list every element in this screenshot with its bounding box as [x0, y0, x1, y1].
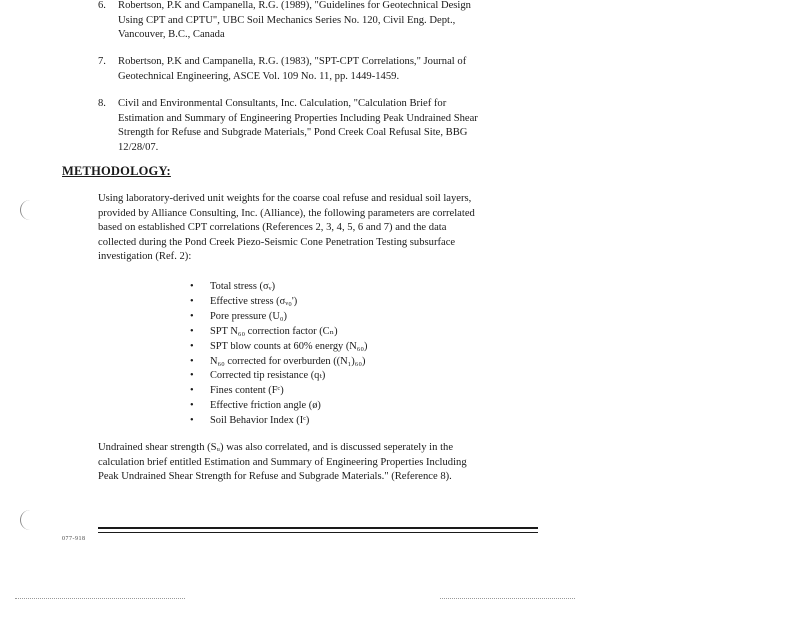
reference-text — [118, 97, 540, 155]
paragraph-line: Using laboratory-derived unit weights for the coarse coal refuse and residual soil layers, — [98, 193, 472, 204]
footer-code: 077-918 — [62, 536, 86, 542]
reference-number: 6. — [98, 0, 106, 11]
bullet-icon: • — [190, 415, 194, 427]
list-item — [190, 414, 368, 429]
paragraph-line: collected during the Pond Creek Piezo-Seismic Cone Penetration Testing subsurface — [98, 236, 456, 248]
parameter-list — [190, 280, 368, 429]
reference-line: Using CPT and CPTU", UBC Soil Mechanics Series No. 120, Civil Eng. Dept., — [118, 14, 456, 26]
parameter-label: Pore pressure (U₀) — [210, 310, 287, 322]
reference-line: Vancouver, B.C., Canada — [118, 29, 225, 40]
reference-text — [118, 55, 540, 84]
reference-line: Geotechnical Engineering, ASCE Vol. 109 No. 11, pp. 1449-1459. — [118, 70, 400, 82]
parameter-label: Fines content (Fᶜ) — [210, 385, 284, 397]
list-item — [190, 310, 368, 325]
parameter-label: Total stress (σᵥ) — [210, 281, 276, 292]
paragraph-line: based on established CPT correlations (References 2, 3, 4, 5, 6 and 7) and the data — [98, 222, 447, 233]
list-item — [190, 369, 368, 384]
list-item — [190, 355, 368, 370]
bullet-icon: • — [190, 400, 194, 412]
reference-text — [118, 0, 540, 43]
parameter-label: N₆₀ corrected for overburden ((N₁)₆₀) — [210, 355, 366, 367]
list-item — [190, 325, 368, 340]
parameter-label: SPT N₆₀ correction factor (Cₙ) — [210, 325, 338, 337]
paragraph-line: provided by Alliance Consulting, Inc. (Alliance), the following parameters are correlated — [98, 207, 475, 219]
bullet-icon: • — [190, 325, 194, 337]
reference-number: 7. — [98, 56, 106, 67]
bullet-icon: • — [190, 355, 194, 367]
bullet-icon: • — [190, 295, 194, 307]
section-heading: METHODOLOGY: — [62, 164, 171, 178]
parameter-label: Soil Behavior Index (Iᶜ) — [210, 415, 310, 427]
reference-line: Civil and Environmental Consultants, Inc. Calculation, "Calculation Brief for — [118, 98, 447, 109]
list-item — [190, 280, 368, 295]
methodology-intro-paragraph — [98, 192, 540, 265]
reference-number: 8. — [98, 98, 106, 109]
list-item — [190, 295, 368, 310]
scan-edge-artifact — [15, 598, 185, 600]
list-item — [190, 384, 368, 399]
bullet-icon: • — [190, 281, 194, 292]
paragraph-line: Peak Undrained Shear Strength for Refuse and Subgrade Materials." (Reference 8). — [98, 471, 452, 482]
reference-line: Estimation and Summary of Engineering Properties Including Peak Undrained Shear — [118, 112, 478, 124]
parameter-label: Effective friction angle (ø) — [210, 400, 321, 412]
paragraph-line: investigation (Ref. 2): — [98, 251, 192, 262]
bullet-icon: • — [190, 370, 194, 382]
punch-hole-mark — [20, 200, 35, 220]
bullet-icon: • — [190, 340, 194, 352]
parameter-label: SPT blow counts at 60% energy (N₆₀) — [210, 340, 368, 352]
footer-rule — [98, 532, 538, 533]
parameter-label: Corrected tip resistance (qₜ) — [210, 370, 326, 382]
bullet-icon: • — [190, 385, 194, 397]
methodology-closing-paragraph — [98, 441, 540, 485]
list-item — [190, 399, 368, 414]
punch-hole-mark — [20, 510, 35, 530]
list-item — [190, 340, 368, 355]
reference-line: Robertson, P.K and Campanella, R.G. (1983), "SPT-CPT Correlations," Journal of — [118, 56, 467, 67]
footer-rule — [98, 527, 538, 529]
scan-edge-artifact — [440, 598, 575, 600]
parameter-label: Effective stress (σᵥ₀') — [210, 295, 298, 307]
paragraph-line: calculation brief entitled Estimation and Summary of Engineering Properties Including — [98, 456, 467, 468]
reference-line: 12/28/07. — [118, 141, 159, 153]
reference-line: Strength for Refuse and Subgrade Materials," Pond Creek Coal Refusal Site, BBG — [118, 127, 468, 138]
reference-line: Robertson, P.K and Campanella, R.G. (1989), "Guidelines for Geotechnical Design — [118, 0, 471, 11]
paragraph-line: Undrained shear strength (Sᵤ) was also correlated, and is discussed seperately in the — [98, 442, 454, 453]
bullet-icon: • — [190, 310, 194, 322]
